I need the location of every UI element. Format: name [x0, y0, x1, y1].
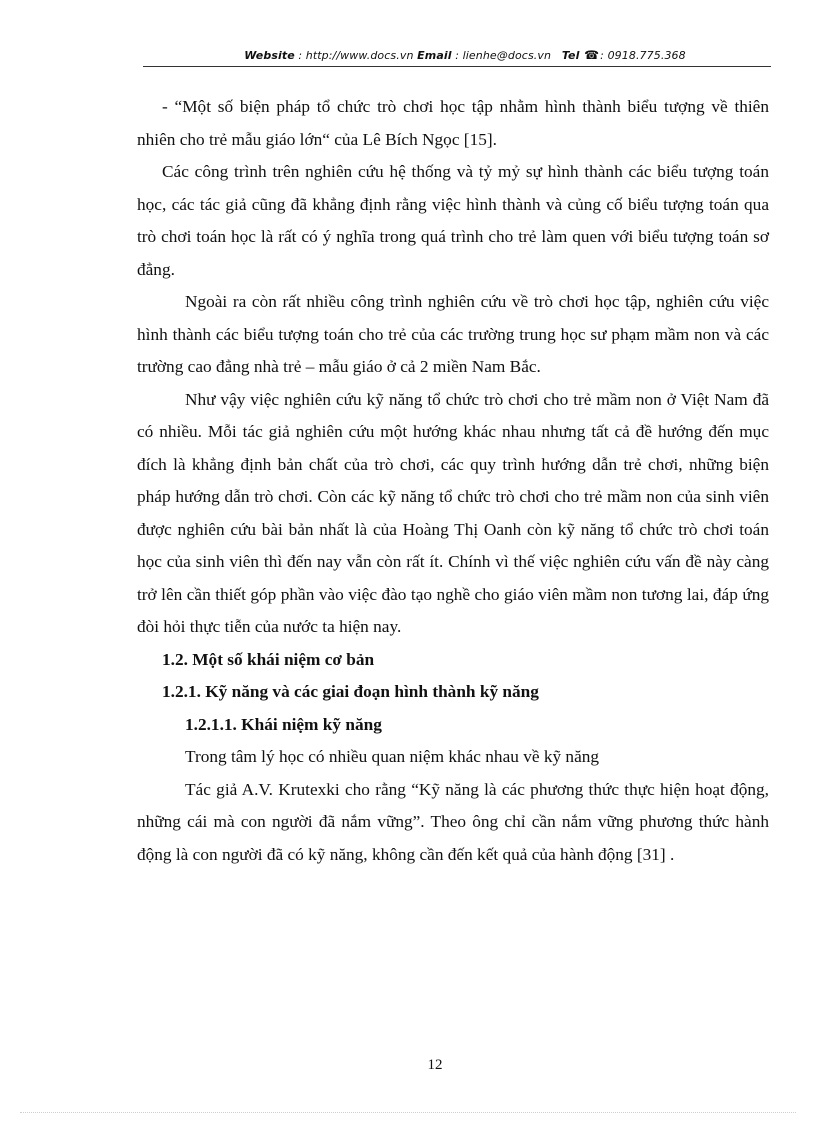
header-divider [143, 66, 771, 67]
page-number: 12 [427, 1057, 443, 1073]
telephone-icon: ☎ [584, 48, 600, 62]
paragraph-math-symbols: Các công trình trên nghiên cứu hệ thống và tỷ mỷ sự hình thành các biểu tượng toán học, các tác giả cũng đã khẳng định rằng việc hình thành và củng cố biểu tượng toán qua trò chơi toán học là rất có ý nghĩa trong quá trình cho trẻ làm quen với biểu tượng toán sơ đẳng. [137, 162, 769, 279]
paragraph-thesis-reference: - “Một số biện pháp tổ chức trò chơi học tập nhằm hình thành biểu tượng về thiên nhiên cho trẻ mẫu giáo lớn“ của Lê Bích Ngọc [15]. [137, 97, 769, 149]
document-body [137, 91, 769, 871]
email-address[interactable]: lienhe@docs.vn [462, 49, 552, 62]
paragraph-skill-concepts: Trong tâm lý học có nhiều quan niệm khác nhau về kỹ năng [185, 747, 600, 766]
website-label: Website [244, 49, 295, 62]
tel-separator: : [600, 49, 608, 62]
paragraph-krutexki-definition: Tác giả A.V. Krutexki cho rằng “Kỹ năng là các phương thức thực hiện hoạt động, những cái mà con người đã nắm vững”. Theo ông chỉ cần nắm vững phương thức hành động là con người đã có kỹ năng, không cần đến kết quả của hành động [31] . [137, 779, 769, 864]
email-separator: : [451, 49, 463, 62]
heading-section-1-2: 1.2. Một số khái niệm cơ bản [162, 649, 375, 669]
website-separator: : [294, 49, 306, 62]
heading-section-1-2-1-1: 1.2.1.1. Khái niệm kỹ năng [185, 714, 382, 734]
page-header [160, 48, 770, 62]
tel-number: 0918.775.368 [607, 49, 686, 62]
tel-label: Tel [561, 49, 580, 62]
heading-section-1-2-1: 1.2.1. Kỹ năng và các giai đoạn hình thành kỹ năng [162, 682, 539, 701]
page-bottom-border [20, 1112, 796, 1113]
paragraph-summary: Như vậy việc nghiên cứu kỹ năng tổ chức trò chơi cho trẻ mầm non ở Việt Nam đã có nhiều. Mỗi tác giả nghiên cứu một hướng khác nhau nhưng tất cả đề hướng đến mục đích là khẳng định bản chất của trò chơi, các quy trình hướng dẫn trẻ chơi, những biện pháp hướng dẫn trò chơi. Còn các kỹ năng tổ chức trò chơi cho trẻ mầm non của sinh viên được nghiên cứu bài bản nhất là của Hoàng Thị Oanh còn kỹ năng tổ chức trò chơi toán học của sinh viên thì đến nay vẫn còn rất ít. Chính vì thế việc nghiên cứu vấn đề này càng trở lên cần thiết góp phần vào việc đào tạo nghề cho giáo viên mầm non tương lai, đáp ứng đòi hỏi thực tiễn của nước ta hiện nay. [137, 389, 769, 636]
email-label: Email [417, 49, 452, 62]
website-url[interactable]: http://www.docs.vn [305, 49, 414, 62]
paragraph-other-works: Ngoài ra còn rất nhiều công trình nghiên cứu về trò chơi học tập, nghiên cứu việc hình thành các biểu tượng toán cho trẻ của các trường trung học sư phạm mầm non và các trường cao đẳng nhà trẻ – mẫu giáo ở cả 2 miền Nam Bắc. [137, 292, 769, 376]
